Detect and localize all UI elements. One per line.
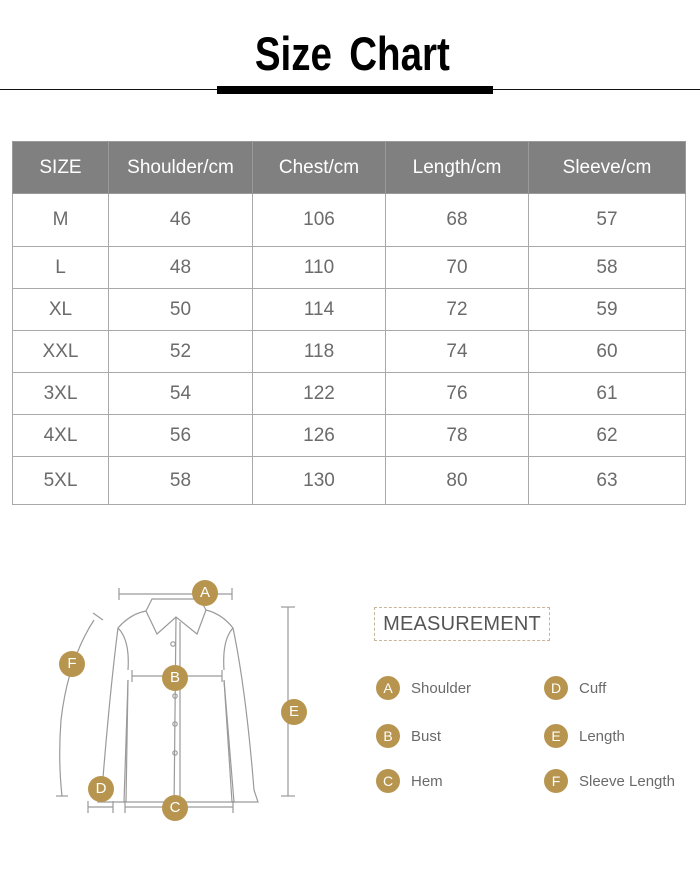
legend-item-length: [544, 723, 625, 749]
cell-size: 3XL: [13, 373, 109, 415]
cell-length: 68: [386, 194, 529, 247]
marker-b-badge: B: [162, 665, 188, 691]
cell-chest: 122: [253, 373, 386, 415]
cell-shoulder: 58: [109, 457, 253, 505]
legend-label: Cuff: [579, 679, 607, 697]
cell-size: L: [13, 247, 109, 289]
table-header-row: [13, 142, 686, 194]
cell-sleeve: 59: [529, 289, 686, 331]
cell-shoulder: 56: [109, 415, 253, 457]
cell-length: 72: [386, 289, 529, 331]
legend-label: Bust: [411, 727, 442, 745]
cell-chest: 126: [253, 415, 386, 457]
column-header-shoulder: Shoulder/cm: [109, 142, 253, 194]
legend-badge-c: C: [376, 769, 400, 793]
cell-chest: 114: [253, 289, 386, 331]
cell-shoulder: 50: [109, 289, 253, 331]
marker-e-badge: E: [281, 699, 307, 725]
legend-item-shoulder: [376, 675, 471, 701]
shirt-diagram: [40, 570, 320, 830]
legend-badge-f: F: [544, 769, 568, 793]
marker-c-badge: C: [162, 795, 188, 821]
legend-label: Sleeve Length: [579, 772, 675, 790]
table-row: [13, 194, 686, 247]
marker-f-badge: F: [59, 651, 85, 677]
title-section: [0, 0, 700, 100]
cell-length: 80: [386, 457, 529, 505]
cell-shoulder: 54: [109, 373, 253, 415]
cell-length: 74: [386, 331, 529, 373]
marker-d-badge: D: [88, 776, 114, 802]
cell-sleeve: 57: [529, 194, 686, 247]
size-table: [12, 141, 686, 505]
cell-chest: 110: [253, 247, 386, 289]
table-row: [13, 289, 686, 331]
table-row: [13, 373, 686, 415]
cell-size: 5XL: [13, 457, 109, 505]
table-row: [13, 331, 686, 373]
column-header-chest: Chest/cm: [253, 142, 386, 194]
cell-length: 76: [386, 373, 529, 415]
table-row: [13, 457, 686, 505]
cell-size: M: [13, 194, 109, 247]
cell-chest: 106: [253, 194, 386, 247]
column-header-length: Length/cm: [386, 142, 529, 194]
legend-badge-a: A: [376, 676, 400, 700]
cell-sleeve: 60: [529, 331, 686, 373]
cell-shoulder: 48: [109, 247, 253, 289]
cell-chest: 118: [253, 331, 386, 373]
legend-badge-e: E: [544, 724, 568, 748]
page-title: Size Chart: [254, 27, 450, 80]
cell-length: 78: [386, 415, 529, 457]
shirt-outline-icon: [40, 570, 320, 830]
cell-shoulder: 46: [109, 194, 253, 247]
cell-size: XXL: [13, 331, 109, 373]
cell-sleeve: 62: [529, 415, 686, 457]
measurement-title-box: [374, 607, 550, 641]
legend-item-hem: [376, 768, 443, 794]
legend-badge-d: D: [544, 676, 568, 700]
cell-sleeve: 61: [529, 373, 686, 415]
cell-size: 4XL: [13, 415, 109, 457]
column-header-sleeve: Sleeve/cm: [529, 142, 686, 194]
legend-label: Shoulder: [411, 679, 472, 697]
cell-chest: 130: [253, 457, 386, 505]
legend-item-bust: [376, 723, 441, 749]
table-row: [13, 415, 686, 457]
legend-item-sleeve-length: [544, 768, 675, 794]
cell-shoulder: 52: [109, 331, 253, 373]
measurement-title: MEASUREMENT: [383, 613, 541, 635]
cell-length: 70: [386, 247, 529, 289]
legend-badge-b: B: [376, 724, 400, 748]
table-row: [13, 247, 686, 289]
cell-sleeve: 58: [529, 247, 686, 289]
legend-label: Length: [579, 727, 625, 745]
cell-sleeve: 63: [529, 457, 686, 505]
marker-a-badge: A: [192, 580, 218, 606]
title-underline-bar: [217, 86, 493, 94]
legend-item-cuff: [544, 675, 606, 701]
cell-size: XL: [13, 289, 109, 331]
column-header-size: SIZE: [13, 142, 109, 194]
legend-label: Hem: [411, 772, 443, 790]
